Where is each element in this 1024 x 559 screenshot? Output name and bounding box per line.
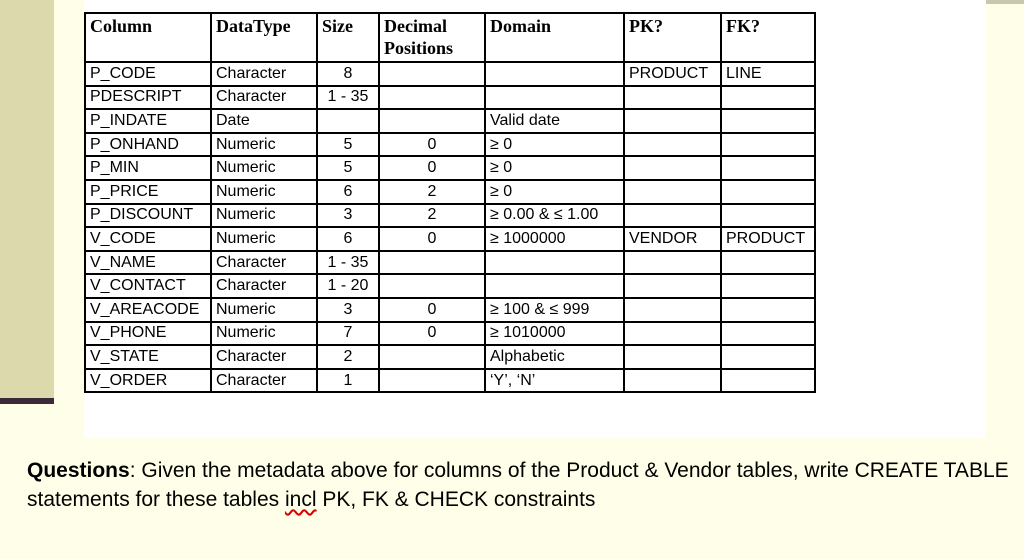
cell-datatype: Date — [211, 109, 317, 133]
cell-pk — [624, 204, 721, 228]
cell-size: 6 — [317, 227, 379, 251]
cell-domain: ≥ 1000000 — [485, 227, 624, 251]
cell-datatype: Numeric — [211, 298, 317, 322]
cell-domain: ≥ 0 — [485, 156, 624, 180]
header-domain: Domain — [485, 13, 624, 62]
cell-pk — [624, 251, 721, 275]
cell-fk: LINE — [721, 62, 815, 86]
cell-decimal-positions — [379, 369, 485, 393]
cell-datatype: Numeric — [211, 204, 317, 228]
cell-size: 1 — [317, 369, 379, 393]
header-decimal-positions: Decimal Positions — [379, 13, 485, 62]
table-row — [85, 298, 815, 322]
cell-domain: ‘Y’, ‘N’ — [485, 369, 624, 393]
cell-size: 6 — [317, 180, 379, 204]
table-row — [85, 156, 815, 180]
cell-pk — [624, 86, 721, 110]
cell-size: 7 — [317, 322, 379, 346]
cell-size: 5 — [317, 133, 379, 157]
cell-datatype: Numeric — [211, 180, 317, 204]
cell-size: 5 — [317, 156, 379, 180]
cell-decimal-positions: 2 — [379, 204, 485, 228]
cell-domain: ≥ 0 — [485, 133, 624, 157]
slide-accent-line — [0, 398, 54, 404]
table-row — [85, 227, 815, 251]
cell-fk — [721, 369, 815, 393]
cell-pk: PRODUCT — [624, 62, 721, 86]
table-row — [85, 274, 815, 298]
table-row — [85, 345, 815, 369]
table-header-row — [85, 13, 815, 62]
header-fk: FK? — [721, 13, 815, 62]
cell-size: 3 — [317, 204, 379, 228]
cell-column: V_CODE — [85, 227, 211, 251]
cell-size: 8 — [317, 62, 379, 86]
cell-fk — [721, 180, 815, 204]
cell-column: P_MIN — [85, 156, 211, 180]
cell-datatype: Character — [211, 274, 317, 298]
slide-left-band — [0, 0, 54, 398]
table-row — [85, 109, 815, 133]
cell-size: 2 — [317, 345, 379, 369]
cell-decimal-positions: 0 — [379, 227, 485, 251]
cell-domain: Alphabetic — [485, 345, 624, 369]
cell-fk — [721, 298, 815, 322]
cell-size — [317, 109, 379, 133]
cell-decimal-positions: 0 — [379, 156, 485, 180]
cell-datatype: Character — [211, 86, 317, 110]
cell-column: P_DISCOUNT — [85, 204, 211, 228]
table-row — [85, 180, 815, 204]
cell-datatype: Numeric — [211, 133, 317, 157]
cell-pk — [624, 133, 721, 157]
cell-fk — [721, 156, 815, 180]
cell-domain: ≥ 100 & ≤ 999 — [485, 298, 624, 322]
table-row — [85, 369, 815, 393]
cell-decimal-positions: 0 — [379, 322, 485, 346]
table-row — [85, 133, 815, 157]
table-body — [85, 62, 815, 392]
cell-size: 3 — [317, 298, 379, 322]
cell-column: PDESCRIPT — [85, 86, 211, 110]
table-row — [85, 251, 815, 275]
header-pk: PK? — [624, 13, 721, 62]
cell-datatype: Numeric — [211, 156, 317, 180]
metadata-table — [84, 12, 816, 393]
cell-fk: PRODUCT — [721, 227, 815, 251]
cell-fk — [721, 345, 815, 369]
question-body-end: PK, FK & CHECK constraints — [316, 488, 596, 511]
spellcheck-flagged-word: incl — [284, 488, 317, 511]
cell-domain — [485, 251, 624, 275]
cell-pk — [624, 274, 721, 298]
cell-fk — [721, 204, 815, 228]
header-column: Column — [85, 13, 211, 62]
cell-column: P_ONHAND — [85, 133, 211, 157]
cell-pk: VENDOR — [624, 227, 721, 251]
question-body-start: : Given the metadata above for columns of the Product & Vendor tables, write CREATE TABLE statements for these tables — [27, 459, 1009, 511]
cell-column: V_CONTACT — [85, 274, 211, 298]
cell-domain: ≥ 0.00 & ≤ 1.00 — [485, 204, 624, 228]
cell-column: V_NAME — [85, 251, 211, 275]
cell-column: V_STATE — [85, 345, 211, 369]
cell-size: 1 - 35 — [317, 86, 379, 110]
header-size: Size — [317, 13, 379, 62]
cell-decimal-positions — [379, 274, 485, 298]
cell-fk — [721, 86, 815, 110]
cell-column: P_INDATE — [85, 109, 211, 133]
cell-datatype: Character — [211, 369, 317, 393]
table-row — [85, 322, 815, 346]
cell-pk — [624, 298, 721, 322]
cell-fk — [721, 251, 815, 275]
cell-pk — [624, 345, 721, 369]
header-datatype: DataType — [211, 13, 317, 62]
cell-fk — [721, 133, 815, 157]
cell-size: 1 - 20 — [317, 274, 379, 298]
cell-decimal-positions: 2 — [379, 180, 485, 204]
cell-decimal-positions — [379, 86, 485, 110]
cell-pk — [624, 180, 721, 204]
cell-datatype: Numeric — [211, 322, 317, 346]
cell-decimal-positions — [379, 251, 485, 275]
cell-decimal-positions — [379, 62, 485, 86]
cell-pk — [624, 322, 721, 346]
cell-datatype: Character — [211, 62, 317, 86]
cell-decimal-positions — [379, 109, 485, 133]
cell-decimal-positions: 0 — [379, 133, 485, 157]
cell-datatype: Numeric — [211, 227, 317, 251]
cell-pk — [624, 369, 721, 393]
cell-datatype: Character — [211, 251, 317, 275]
cell-domain: ≥ 1010000 — [485, 322, 624, 346]
cell-fk — [721, 322, 815, 346]
table-row — [85, 204, 815, 228]
cell-pk — [624, 109, 721, 133]
question-label: Questions — [27, 459, 130, 482]
cell-column: V_ORDER — [85, 369, 211, 393]
cell-fk — [721, 274, 815, 298]
cell-domain — [485, 274, 624, 298]
cell-domain — [485, 62, 624, 86]
cell-domain — [485, 86, 624, 110]
cell-decimal-positions: 0 — [379, 298, 485, 322]
cell-column: V_AREACODE — [85, 298, 211, 322]
cell-size: 1 - 35 — [317, 251, 379, 275]
table-row — [85, 62, 815, 86]
table-row — [85, 86, 815, 110]
cell-fk — [721, 109, 815, 133]
cell-column: P_CODE — [85, 62, 211, 86]
cell-decimal-positions — [379, 345, 485, 369]
question-text — [27, 456, 1017, 514]
cell-domain: ≥ 0 — [485, 180, 624, 204]
cell-column: P_PRICE — [85, 180, 211, 204]
cell-column: V_PHONE — [85, 322, 211, 346]
cell-datatype: Character — [211, 345, 317, 369]
cell-domain: Valid date — [485, 109, 624, 133]
cell-pk — [624, 156, 721, 180]
